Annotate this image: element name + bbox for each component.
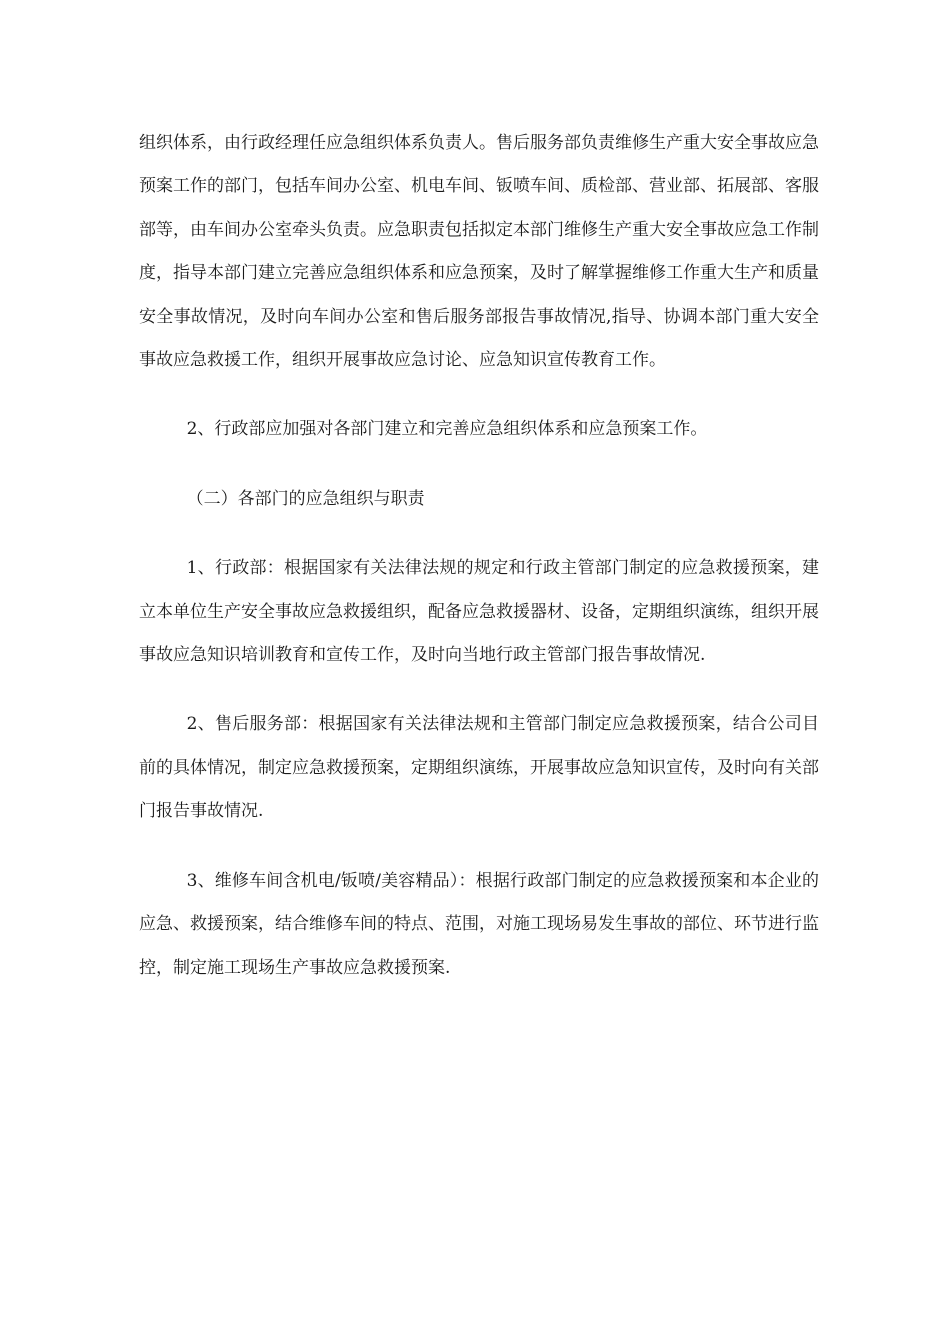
paragraph-item-1-admin-duties: 1、行政部：根据国家有关法律法规的规定和行政主管部门制定的应急救援预案，建立本单位生产安全事故应急救援组织，配备应急救援器材、设备，定期组织演练，组织开展事故应急知识培训教育和宣传工作，及时向当地行政主管部门报告事故情况. bbox=[139, 558, 819, 666]
section-heading-department-duties: （二）各部门的应急组织与职责 bbox=[186, 488, 425, 509]
document-body bbox=[139, 122, 819, 1016]
paragraph-item-2-after-sales-duties: 2、售后服务部：根据国家有关法律法规和主管部门制定应急救援预案，结合公司目前的具体情况，制定应急救援预案，定期组织演练，开展事故应急知识宣传，及时向有关部门报告事故情况. bbox=[139, 714, 819, 822]
paragraph-item-3-workshop-duties: 3、维修车间含机电/钣喷/美容精品）：根据行政部门制定的应急救援预案和本企业的应急、救援预案，结合维修车间的特点、范围，对施工现场易发生事故的部位、环节进行监控，制定施工现场生产事故应急救援预案. bbox=[139, 870, 819, 978]
paragraph-item-2-admin-department: 2、行政部应加强对各部门建立和完善应急组织体系和应急预案工作。 bbox=[186, 419, 708, 440]
paragraph-emergency-organization-system: 组织体系，由行政经理任应急组织体系负责人。售后服务部负责维修生产重大安全事故应急预案工作的部门，包括车间办公室、机电车间、钣喷车间、质检部、营业部、拓展部、客服部等，由车间办公室牵头负责。应急职责包括拟定本部门维修生产重大安全事故应急工作制度，指导本部门建立完善应急组织体系和应急预案，及时了解掌握维修工作重大生产和质量安全事故情况，及时向车间办公室和售后服务部报告事故情况,指导、协调本部门重大安全事故应急救援工作，组织开展事故应急讨论、应急知识宣传教育工作。 bbox=[139, 133, 819, 371]
